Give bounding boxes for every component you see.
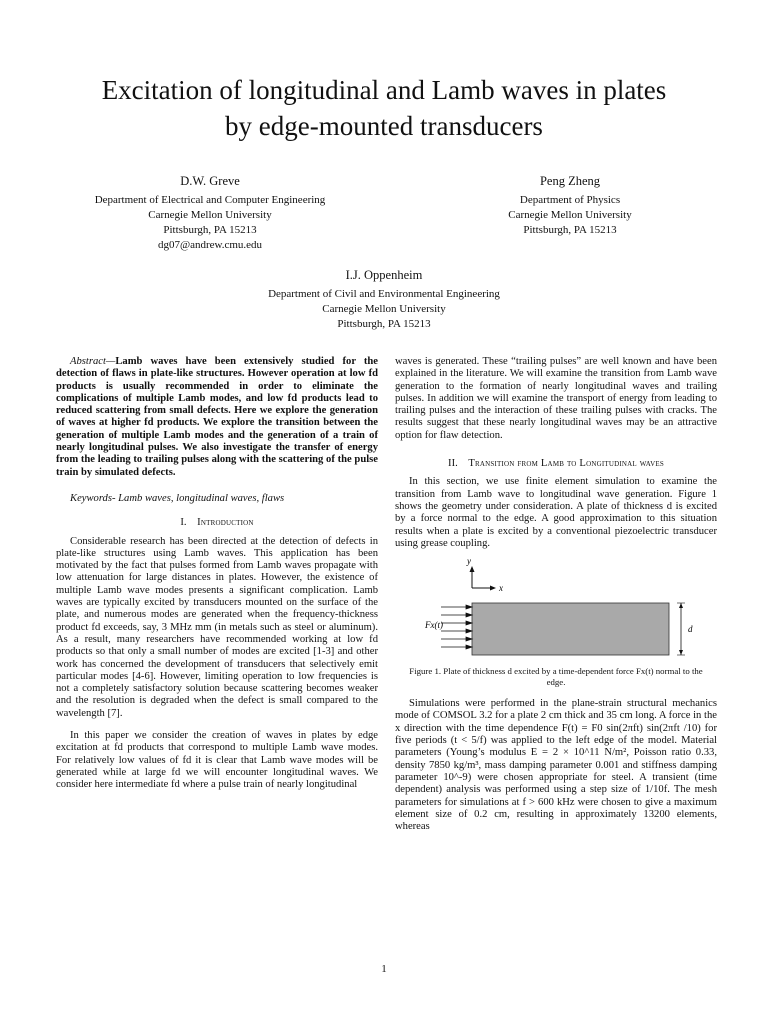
- author-email[interactable]: dg07@andrew.cmu.edu: [157, 239, 263, 251]
- author-univ: Carnegie Mellon University: [322, 303, 446, 315]
- section-title: Introduction: [197, 517, 254, 529]
- page-number: 1: [381, 963, 387, 975]
- author-univ: Carnegie Mellon University: [148, 209, 272, 221]
- right-column: [395, 356, 717, 833]
- abstract-text: Lamb waves have been extensively studied for the detection of flaws in plate-like structures. However operation at low fd products is usually recommended in order to eliminate the complications of multiple Lamb modes, and low fd products lead to reduced scattering from small defects. Here we explore the generation of waves at higher fd products. We explore the transition between the generation of multiple Lamb modes and the generation of a train of nearly longitudinal pulses. We also investigate the transfer of energy from the leading to trailing pulses along with the scattering of the pulse train by simulated defects.: [56, 356, 378, 478]
- section2-paragraph-1: In this section, we use finite element simulation to examine the transition from Lamb wave to longitudinal wave generation. Figure 1 shows the geometry under consideration. A plate of thickness d is excited by a force normal to the edge. A good approximation to this situation results when a plate is excited by a conventional piezoelectric transducer using grease coupling.: [395, 476, 717, 549]
- section-heading-2: [395, 458, 717, 470]
- author-name: Peng Zheng: [539, 174, 601, 188]
- section2-paragraph-2: Simulations were performed in the plane-strain structural mechanics mode of COMSOL 3.2 for a plate 2 cm thick and 35 cm long. A force in the x direction with the time dependence F(t) = F0 sin(2πft) sin(2πft /10) for five periods (t < 5/f) was applied to the left edge of the model. Material parameters (Young’s modulus E = 2 × 10^11 N/m², Poisson ratio 0.33, density 7850 kg/m³, mass damping parameter 0.001 and stiffness damping parameter 10^-9) were chosen appropriate for steel. A transient (time dependent) analysis was performed using a step size of 1/10f. The mesh parameters for simulations at f > 600 kHz were chosen to give a maximum element size of 0.2 cm, resulting in approximately 13200 elements, whereas: [395, 698, 717, 833]
- author-block-1: [60, 172, 360, 253]
- section-number: II.: [448, 458, 458, 470]
- author-name: D.W. Greve: [180, 174, 240, 188]
- x-axis-label: x: [499, 583, 503, 594]
- force-label: Fx(t): [425, 620, 443, 631]
- thickness-label: d: [688, 624, 693, 635]
- y-arrow-head: [470, 566, 475, 572]
- plate-diagram: [395, 556, 717, 660]
- intro-paragraph-2: In this paper we consider the creation of waves in plates by edge excitation at fd products that correspond to multiple Lamb wave modes. For relatively low values of fd it is clear that Lamb wave modes will be generated while at large fd we will encounter longitudinal waves. We consider here intermediate fd where a pulse train of nearly longitudinal: [56, 730, 378, 791]
- plate: [472, 603, 669, 655]
- dim-arrow-top: [679, 603, 683, 608]
- author-city: Pittsburgh, PA 15213: [523, 224, 617, 236]
- intro-paragraph-1: Considerable research has been directed at the detection of defects in plate-like structures using Lamb waves. This application has been motivated by the fact that pulses formed from Lamb waves propagate with low attenuation for large distances in plates. However, the existence of multiple Lamb wave modes presents a significant complication. Lamb waves are typically excited by transducers mounted on the surface of the plate, and numerous modes are generated when the frequency-thickness product fd exceeds, say, 3 MHz mm (in metals such as steel or aluminum). As a result, many researchers have recommended working at low fd products so that only a small number of modes are excited [1-3] and other work has concerned the development of transducers that selectively emit particular modes [4-6]. However, limiting operation to low frequencies is not a completely satisfactory solution because scattering becomes weaker and the resolution is degraded when the defect is small compared to the wavelength [7].: [56, 535, 378, 719]
- section-heading-1: [56, 517, 378, 529]
- author-block-3: [204, 266, 564, 332]
- title-line-2: by edge-mounted transducers: [225, 111, 543, 141]
- abstract: [56, 356, 378, 479]
- author-city: Pittsburgh, PA 15213: [337, 318, 431, 330]
- dim-arrow-bottom: [679, 650, 683, 655]
- y-axis-label: y: [467, 556, 471, 567]
- author-city: Pittsburgh, PA 15213: [163, 224, 257, 236]
- keywords: Keywords- Lamb waves, longitudinal waves, flaws: [70, 492, 285, 504]
- author-name: I.J. Oppenheim: [345, 268, 423, 282]
- left-column: [56, 356, 378, 792]
- title-line-1: Excitation of longitudinal and Lamb waves in plates: [101, 75, 667, 105]
- author-dept: Department of Electrical and Computer Engineering: [94, 194, 326, 206]
- force-arrows: [441, 605, 472, 649]
- figure-caption: Figure 1. Plate of thickness d excited by a time-dependent force Fx(t) normal to the edge.: [409, 666, 703, 688]
- right-paragraph-1: waves is generated. These “trailing pulses” are well known and have been explained in the literature. We will examine the transition from Lamb wave generation to the formation of nearly longitudinal waves and trailing pulses. In addition we will examine the transport of energy from leading to trailing pulses and the interaction of these trailing pulses with cracks. The results suggest that these nearly longitudinal waves may be an attractive option for flaw detection.: [395, 356, 717, 441]
- section-number: I.: [180, 517, 187, 529]
- section-title: Transition from Lamb to Longitudinal waves: [468, 458, 664, 470]
- abstract-label: Abstract—: [70, 356, 116, 367]
- paper-title: [40, 72, 728, 144]
- author-block-2: [430, 172, 710, 238]
- author-univ: Carnegie Mellon University: [508, 209, 632, 221]
- figure-1: [395, 556, 717, 660]
- author-dept: Department of Civil and Environmental Engineering: [268, 288, 500, 300]
- x-arrow-head: [490, 586, 496, 591]
- author-dept: Department of Physics: [519, 194, 621, 206]
